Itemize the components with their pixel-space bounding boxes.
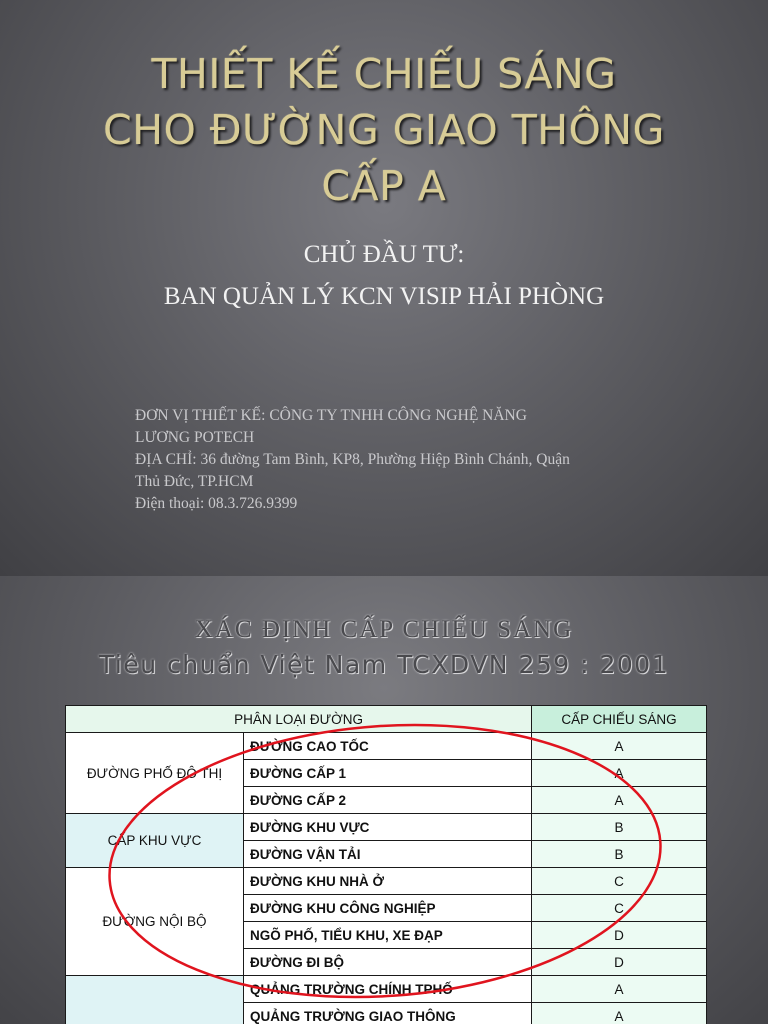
- subtitle-line: CHỦ ĐẦU TƯ:: [303, 241, 465, 268]
- table-header-row: [66, 706, 707, 733]
- title-line: THIẾT KẾ CHIẾU SÁNG: [151, 50, 617, 98]
- road-type-cell: QUẢNG TRƯỜNG CHÍNH TPHỐ: [244, 976, 532, 1003]
- road-type-cell: ĐƯỜNG CẤP 2: [244, 787, 532, 814]
- grade-cell: D: [532, 949, 707, 976]
- group-label: ĐƯỜNG PHỐ ĐÔ THỊ: [66, 733, 244, 814]
- grade-cell: B: [532, 841, 707, 868]
- road-type-cell: QUẢNG TRƯỜNG GIAO THÔNG: [244, 1003, 532, 1024]
- group-label: [66, 976, 244, 1024]
- road-type-cell: ĐƯỜNG CAO TỐC: [244, 733, 532, 760]
- grade-cell: C: [532, 895, 707, 922]
- grade-cell: A: [532, 976, 707, 1003]
- column-header-category: PHÂN LOẠI ĐƯỜNG: [66, 706, 532, 733]
- group-label: CẤP KHU VỰC: [66, 814, 244, 868]
- table-row: [66, 868, 707, 895]
- title-line: CHO ĐƯỜNG GIAO THÔNG: [103, 106, 665, 154]
- table-row: [66, 814, 707, 841]
- road-type-cell: ĐƯỜNG KHU NHÀ Ở: [244, 868, 532, 895]
- road-classification-table: [65, 705, 707, 1024]
- slide-subtitle: [20, 234, 748, 318]
- info-line: ĐỊA CHỈ: 36 đường Tam Bình, KP8, Phường Hiệp Bình Chánh, Quận: [135, 451, 570, 468]
- info-line: LƯƠNG POTECH: [135, 429, 255, 446]
- grade-cell: A: [532, 787, 707, 814]
- column-header-grade: CẤP CHIẾU SÁNG: [532, 706, 707, 733]
- grade-cell: A: [532, 733, 707, 760]
- slide-title: XÁC ĐỊNH CẤP CHIẾU SÁNG: [194, 616, 574, 643]
- subtitle-line: BAN QUẢN LÝ KCN VISIP HẢI PHÒNG: [163, 283, 605, 310]
- info-line: Thủ Đức, TP.HCM: [135, 473, 254, 490]
- road-type-cell: ĐƯỜNG ĐI BỘ: [244, 949, 532, 976]
- group-label: ĐƯỜNG NỘI BỘ: [66, 868, 244, 976]
- slide-title: [40, 46, 728, 214]
- lighting-grade-slide: [0, 576, 768, 1024]
- table-row: [66, 733, 707, 760]
- road-type-cell: ĐƯỜNG KHU CÔNG NGHIỆP: [244, 895, 532, 922]
- road-type-cell: ĐƯỜNG KHU VỰC: [244, 814, 532, 841]
- info-line: ĐƠN VỊ THIẾT KẾ: CÔNG TY TNHH CÔNG NGHỆ NĂNG: [135, 407, 527, 424]
- road-type-cell: ĐƯỜNG CẤP 1: [244, 760, 532, 787]
- grade-cell: D: [532, 922, 707, 949]
- grade-cell: A: [532, 760, 707, 787]
- slide-subtitle: Tiêu chuẩn Việt Nam TCXDVN 259 : 2001: [98, 650, 670, 679]
- designer-info: [135, 405, 665, 515]
- road-type-cell: NGÕ PHỐ, TIỂU KHU, XE ĐẠP: [244, 922, 532, 949]
- road-type-cell: ĐƯỜNG VẬN TẢI: [244, 841, 532, 868]
- table-row: [66, 976, 707, 1003]
- grade-cell: C: [532, 868, 707, 895]
- title-line: CẤP A: [321, 162, 447, 210]
- grade-cell: B: [532, 814, 707, 841]
- info-line: Điện thoại: 08.3.726.9399: [135, 495, 298, 512]
- grade-cell: A: [532, 1003, 707, 1024]
